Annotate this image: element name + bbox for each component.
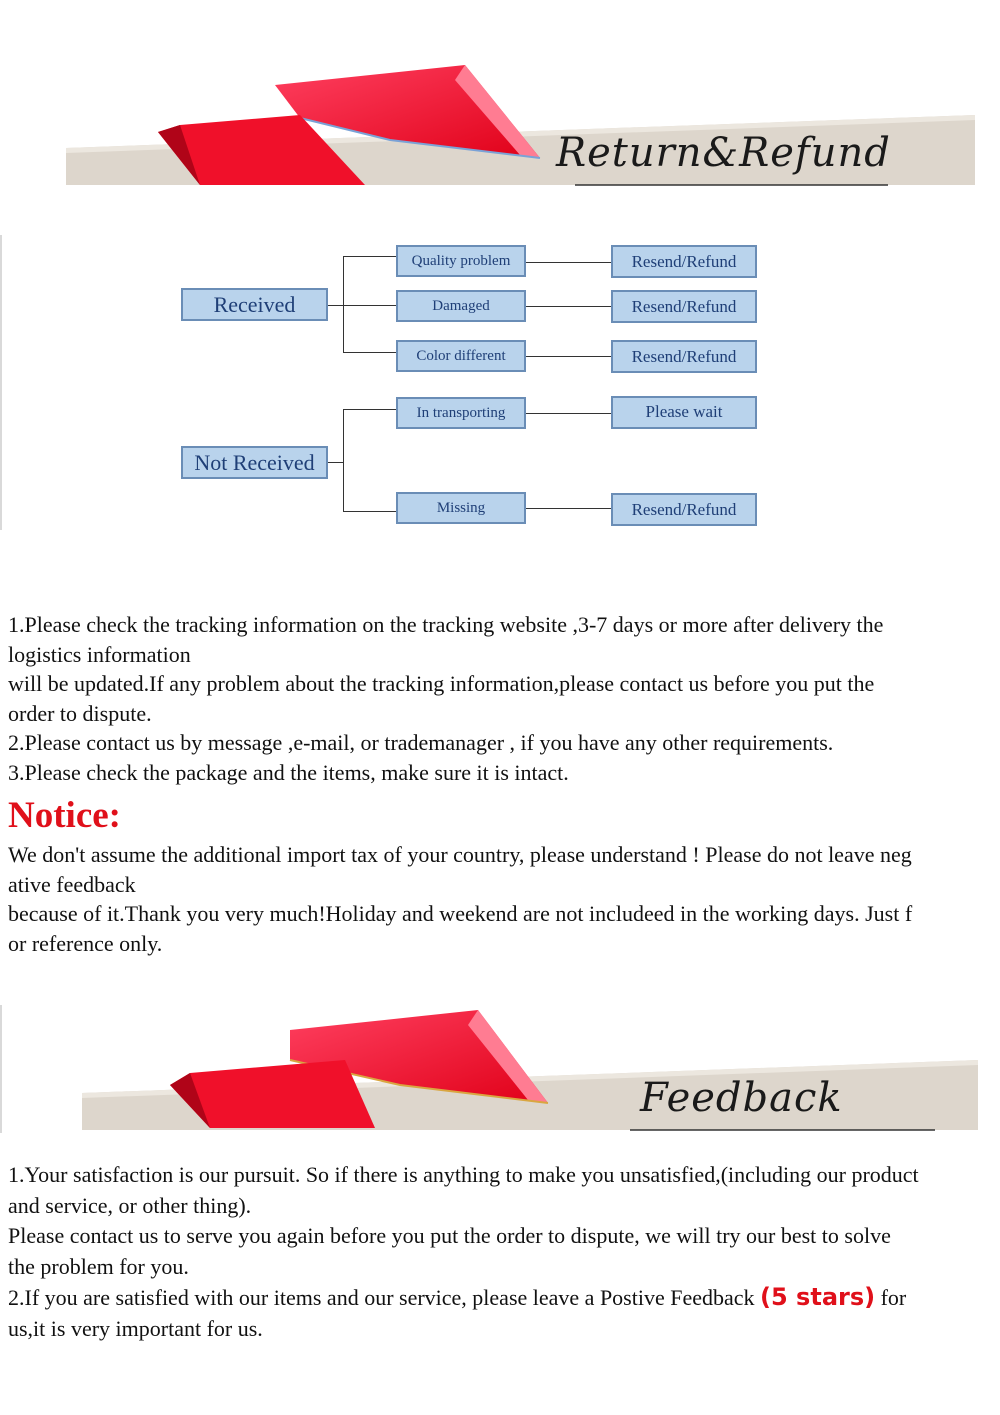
policy-line: 1.Please check the tracking information on the tracking website ,3-7 days or more after delivery the [8, 612, 884, 637]
return-refund-banner [0, 60, 1000, 190]
ribbon-graphic [0, 1005, 1000, 1135]
left-edge-line [0, 235, 2, 530]
connector [526, 306, 611, 307]
return-refund-title: Return&Refund [556, 130, 891, 176]
notice-line: We don't assume the additional import tax of your country, please understand ! Please do not leave neg [8, 842, 912, 867]
connector [526, 356, 611, 357]
not-received-node: Not Received [181, 446, 328, 479]
connector [343, 256, 344, 352]
result-node: Resend/Refund [611, 290, 757, 323]
feedback-line-start: 2.If you are satisfied with our items and our service, please leave a Postive Feedback [8, 1285, 761, 1310]
notice-text [8, 840, 998, 958]
connector [526, 413, 611, 414]
feedback-line: the problem for you. [8, 1253, 189, 1279]
feedback-line: Please contact us to serve you again before you put the order to dispute, we will try our best to solve [8, 1223, 891, 1248]
in-transporting-node: In transporting [396, 397, 526, 429]
feedback-line: 1.Your satisfaction is our pursuit. So if there is anything to make you unsatisfied,(including our product [8, 1162, 919, 1187]
five-stars-highlight: (5 stars) [760, 1283, 876, 1311]
notice-line: or reference only. [8, 930, 163, 956]
connector [343, 256, 396, 257]
feedback-title: Feedback [640, 1075, 843, 1121]
policy-line: will be updated.If any problem about the tracking information,please contact us before you put the [8, 671, 875, 696]
connector [343, 511, 396, 512]
feedback-banner [0, 1005, 1000, 1135]
policy-line: 2.Please contact us by message ,e-mail, or trademanager , if you have any other requirements. [8, 730, 834, 755]
result-node: Resend/Refund [611, 245, 757, 278]
notice-heading: Notice: [8, 795, 121, 836]
connector [343, 305, 396, 306]
result-node: Resend/Refund [611, 340, 757, 373]
feedback-line [8, 1282, 998, 1314]
notice-line: ative feedback [8, 871, 136, 897]
connector [526, 508, 611, 509]
connector [343, 409, 396, 410]
feedback-line-end: for [875, 1285, 907, 1310]
feedback-text [8, 1160, 998, 1344]
policy-line: logistics information [8, 641, 191, 667]
quality-problem-node: Quality problem [396, 245, 526, 277]
notice-line: because of it.Thank you very much!Holiday and weekend are not includeed in the working days. Just f [8, 901, 913, 926]
damaged-node: Damaged [396, 290, 526, 322]
result-node: Please wait [611, 396, 757, 429]
color-different-node: Color different [396, 340, 526, 372]
feedback-line: us,it is very important for us. [8, 1315, 263, 1341]
connector [343, 409, 344, 511]
connector [328, 462, 343, 463]
received-node: Received [181, 288, 328, 321]
connector [328, 305, 343, 306]
missing-node: Missing [396, 492, 526, 524]
connector [526, 262, 611, 263]
policy-line: order to dispute. [8, 700, 152, 726]
connector [343, 352, 396, 353]
result-node: Resend/Refund [611, 493, 757, 526]
return-policy-text [8, 610, 998, 787]
policy-line: 3.Please check the package and the items, make sure it is intact. [8, 759, 569, 785]
feedback-line: and service, or other thing). [8, 1192, 252, 1218]
